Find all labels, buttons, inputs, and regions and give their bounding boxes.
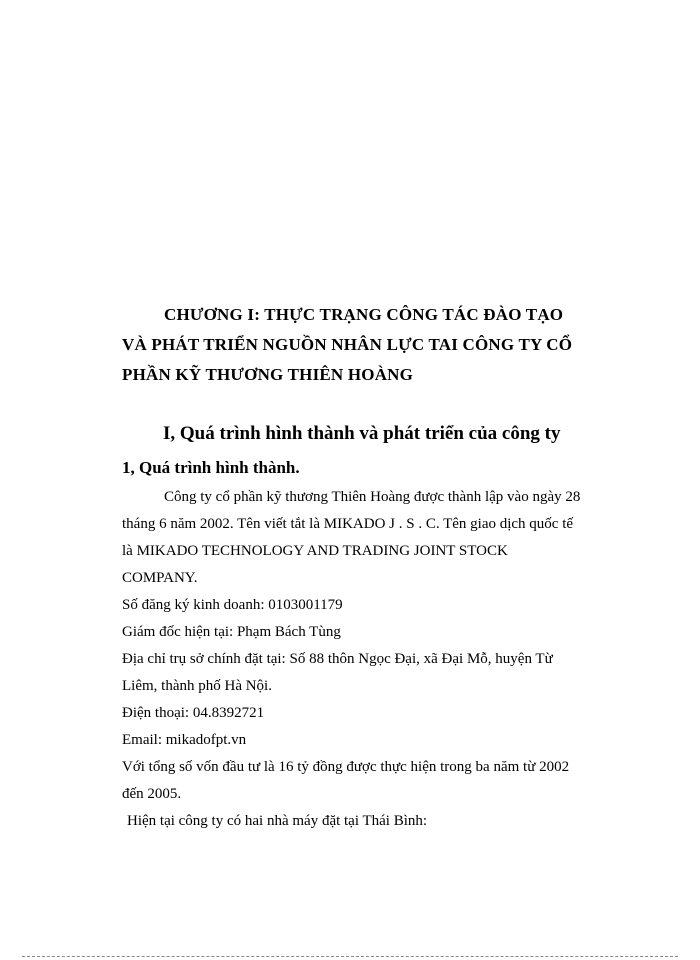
address-line-1: Địa chỉ trụ sở chính đặt tại: Số 88 thôn Ngọc Đại, xã Đại Mỗ, huyện Từ <box>122 651 553 667</box>
address-line-2: Liêm, thành phố Hà Nội. <box>122 678 272 694</box>
chapter-heading-line-2: VÀ PHÁT TRIỂN NGUỒN NHÂN LỰC TAI CÔNG TY CỔ <box>122 335 573 354</box>
capital-line-2: đến 2005. <box>122 786 182 802</box>
factories-line: Hiện tại công ty có hai nhà máy đặt tại Thái Bình: <box>127 813 428 829</box>
capital-line-1: Với tổng số vốn đầu tư là 16 tỷ đồng được thực hiện trong ba năm từ 2002 <box>122 759 570 775</box>
business-registration: Số đăng ký kinh doanh: 0103001179 <box>122 597 343 613</box>
chapter-heading-line-3: PHẦN KỸ THƯƠNG THIÊN HOÀNG <box>122 365 414 384</box>
email: Email: mikadofpt.vn <box>122 732 247 748</box>
phone: Điện thoại: 04.8392721 <box>122 705 265 721</box>
intro-line-4: COMPANY. <box>122 570 198 586</box>
company-intro-paragraph <box>122 484 642 835</box>
intro-line-2: tháng 6 năm 2002. Tên viết tắt là MIKADO J . S . C. Tên giao dịch quốc tế <box>122 516 574 532</box>
page-bottom-divider <box>22 956 678 957</box>
intro-line-1: Công ty cổ phần kỹ thương Thiên Hoàng được thành lập vào ngày 28 <box>164 489 581 505</box>
chapter-heading <box>122 300 642 390</box>
director: Giám đốc hiện tại: Phạm Bách Tùng <box>122 624 341 640</box>
section-title: I, Quá trình hình thành và phát triển của công ty <box>163 423 561 444</box>
subsection-title: 1, Quá trình hình thành. <box>122 458 300 477</box>
intro-line-3: là MIKADO TECHNOLOGY AND TRADING JOINT STOCK <box>122 543 508 559</box>
chapter-heading-line-1: CHƯƠNG I: THỰC TRẠNG CÔNG TÁC ĐÀO TẠO <box>164 305 564 324</box>
